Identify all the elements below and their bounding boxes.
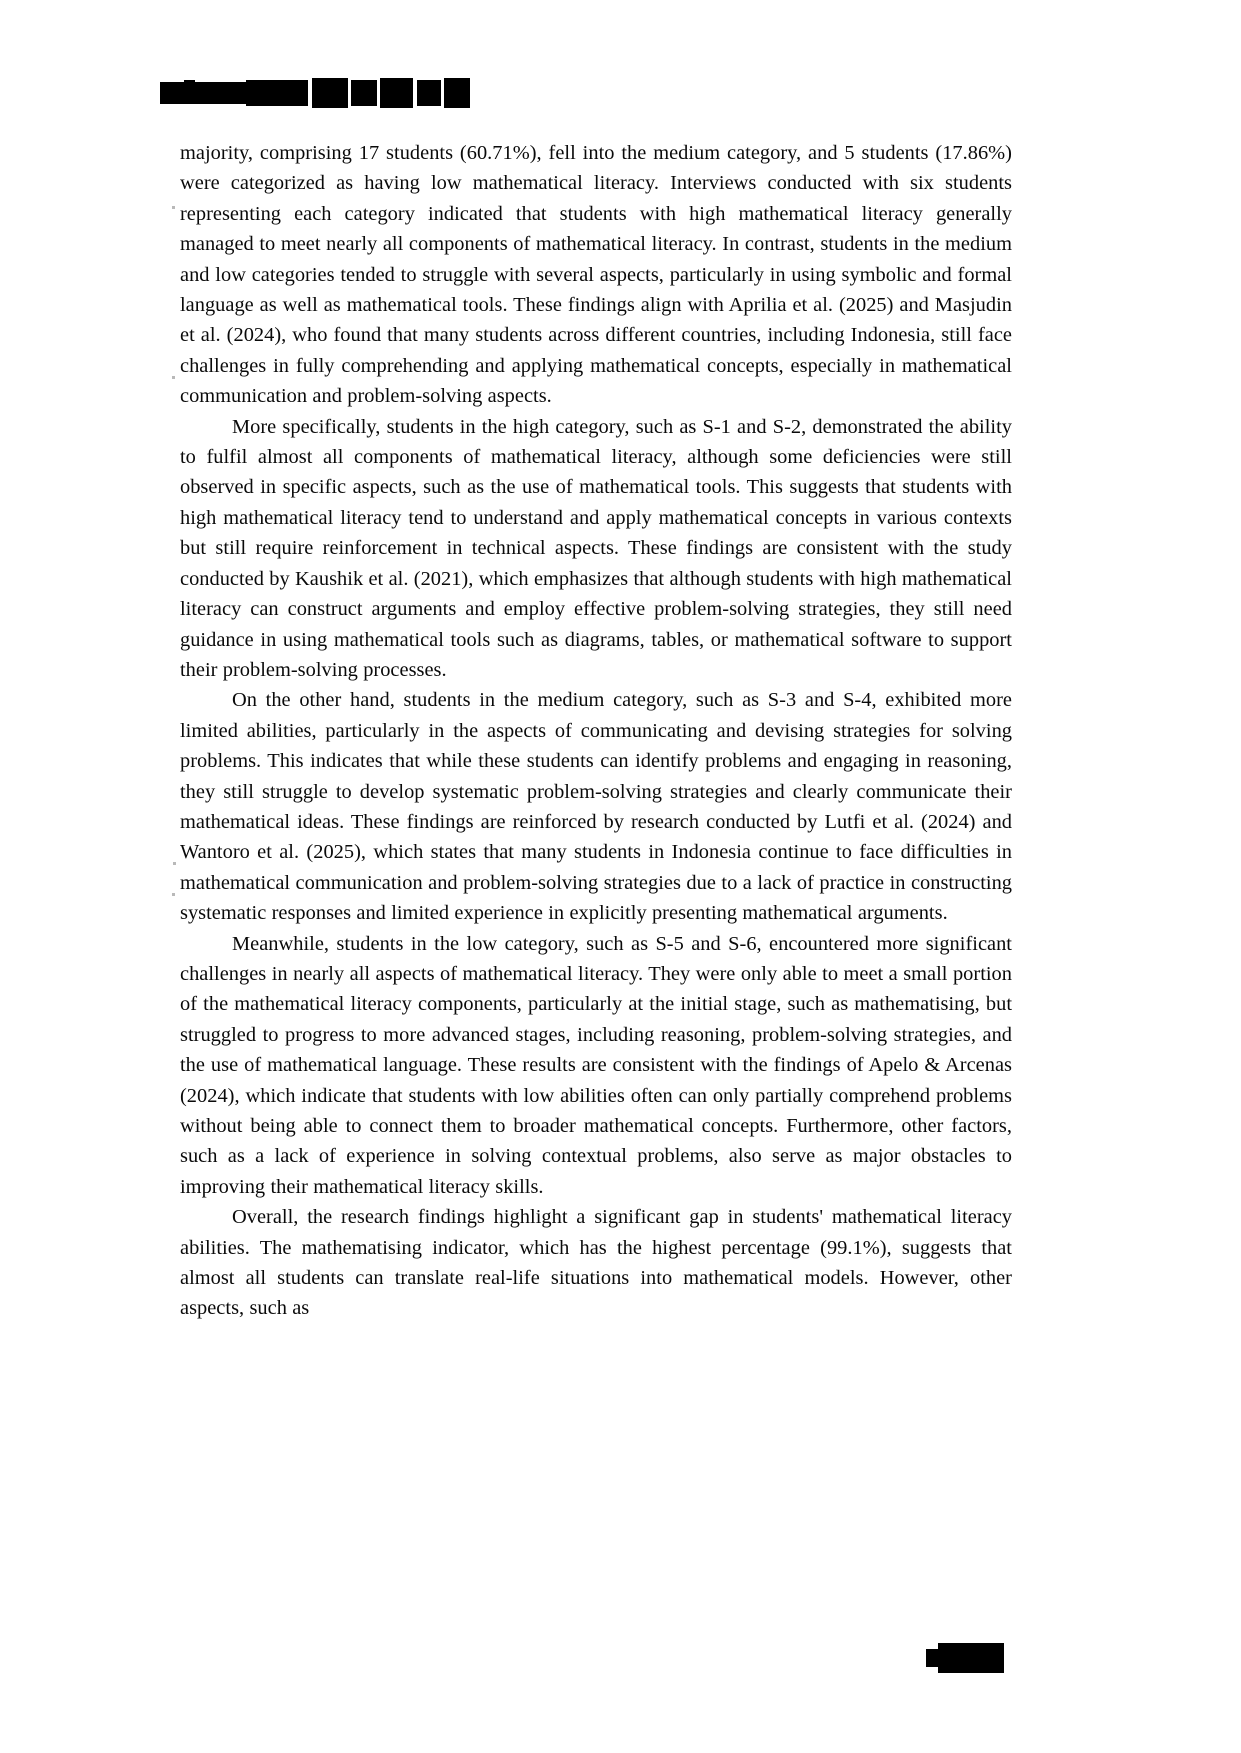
paragraph-2: More specifically, students in the high category, such as S-1 and S-2, demonstrated the ability to fulfil almost all components of mathematical literacy, although some deficiencies were still observed in specific aspects, such as the use of mathematical tools. This suggests that students with high mathematical literacy tend to understand and apply mathematical concepts in various contexts but still require reinforcement in technical aspects. These findings are consistent with the study conducted by Kaushik et al. (2021), which emphasizes that although students with high mathematical literacy can construct arguments and employ effective problem-solving strategies, they still need guidance in using mathematical tools such as diagrams, tables, or mathematical software to support their problem-solving processes. — [180, 415, 1012, 681]
paragraph-4: Meanwhile, students in the low category, such as S-5 and S-6, encountered more significant challenges in nearly all aspects of mathematical literacy. They were only able to meet a small portion of the mathematical literacy components, particularly at the initial stage, such as mathematising, but struggled to progress to more advanced stages, including reasoning, problem-solving strategies, and the use of mathematical language. These results are consistent with the findings of Apelo & Arcenas (2024), which indicate that students with low abilities often can only partially comprehend problems without being able to connect them to broader mathematical concepts. Furthermore, other factors, such as a lack of experience in solving contextual problems, also serve as major obstacles to improving their mathematical literacy skills. — [180, 932, 1012, 1198]
paragraph-3: On the other hand, students in the medium category, such as S-3 and S-4, exhibited more limited abilities, particularly in the aspects of communicating and devising strategies for solving problems. This indicates that while these students can identify problems and engaging in reasoning, they still struggle to develop systematic problem-solving strategies and clearly communicate their mathematical ideas. These findings are reinforced by research conducted by Lutfi et al. (2024) and Wantoro et al. (2025), which states that many students in Indonesia continue to face difficulties in mathematical communication and problem-solving strategies due to a lack of practice in constructing systematic responses and limited experience in explicitly presenting mathematical arguments. — [180, 689, 1012, 925]
redacted-footer-bar — [938, 1643, 1004, 1673]
body-text-column — [180, 138, 1012, 1324]
redacted-header-bar — [160, 78, 470, 112]
paragraph-1: majority, comprising 17 students (60.71%), fell into the medium category, and 5 students (17.86%) were categorized as having low mathematical literacy. Interviews conducted with six students representing each category indicated that students with high mathematical literacy generally managed to meet nearly all components of mathematical literacy. In contrast, students in the medium and low categories tended to struggle with several aspects, particularly in using symbolic and formal language as well as mathematical tools. These findings align with Aprilia et al. (2025) and Masjudin et al. (2024), who found that many students across different countries, including Indonesia, still face challenges in fully comprehending and applying mathematical concepts, especially in mathematical communication and problem-solving aspects. — [180, 142, 1012, 408]
paragraph-5: Overall, the research findings highlight a significant gap in students' mathematical literacy abilities. The mathematising indicator, which has the highest percentage (99.1%), suggests that almost all students can translate real-life situations into mathematical models. However, other aspects, such as — [180, 1206, 1012, 1320]
